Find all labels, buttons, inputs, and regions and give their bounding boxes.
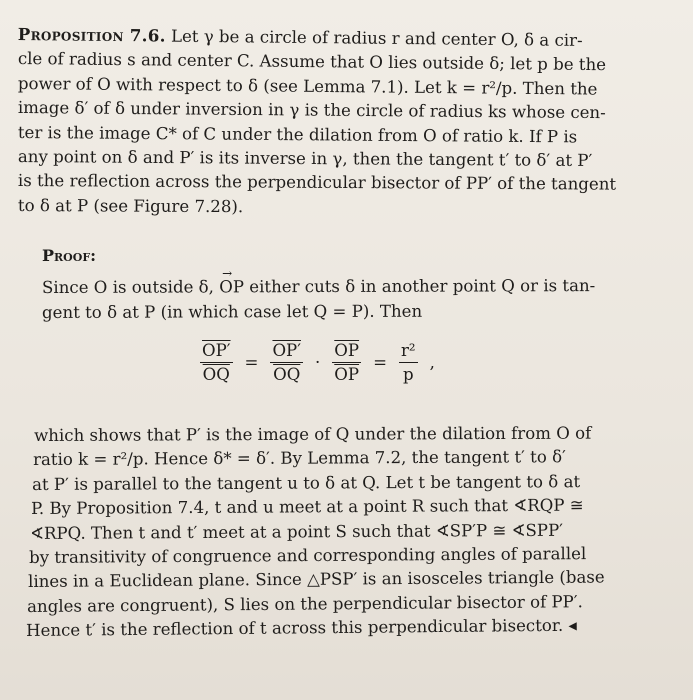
equals-sign: = bbox=[373, 352, 387, 372]
numerator: OP′ bbox=[200, 341, 233, 363]
proposition-line: ter is the image C* of C under the dilation from O of ratio k. If P is bbox=[17, 122, 578, 147]
proof-intro bbox=[42, 244, 657, 325]
proposition-line: to δ at P (see Figure 7.28). bbox=[17, 195, 244, 217]
proposition-line: cle of radius s and center C. Assume that O lies outside δ; let p be the bbox=[17, 49, 607, 75]
proof-line: which shows that P′ is the image of Q under the dilation from O of bbox=[34, 423, 592, 445]
proof-text: Since O is outside δ, bbox=[42, 277, 220, 298]
fraction bbox=[399, 341, 418, 384]
proof-line: ∢RPQ. Then t and t′ meet at a point S such that ∢SP′P ≅ ∢SPP′ bbox=[30, 520, 564, 543]
proof-line: gent to δ at P (in which case let Q = P). Then bbox=[42, 301, 423, 322]
denominator: OP bbox=[334, 364, 360, 384]
proposition-text: Let γ be a circle of radius r and center O, δ a cir- bbox=[170, 26, 583, 50]
comma: , bbox=[429, 352, 435, 372]
proof-line bbox=[42, 274, 657, 301]
denominator: OQ bbox=[273, 364, 301, 384]
fraction bbox=[332, 341, 361, 384]
dot-operator: · bbox=[315, 352, 321, 372]
numerator: $\overline{OP}$ bbox=[332, 341, 361, 363]
proof-line: lines in a Euclidean plane. Since △PSP′ is an isosceles triangle (base bbox=[28, 567, 605, 592]
proposition-heading: Proposition 7.6. bbox=[17, 23, 166, 46]
equals-sign: = bbox=[244, 352, 259, 372]
proof-body bbox=[20, 424, 635, 644]
fraction bbox=[200, 341, 233, 384]
proof-heading: Proof: bbox=[42, 246, 97, 265]
equation bbox=[200, 334, 435, 390]
proof-line: P. By Proposition 7.4, t and u meet at a point R such that ∢RQP ≅ bbox=[31, 495, 584, 519]
proof-line: by transitivity of congruence and corresponding angles of parallel bbox=[29, 544, 587, 568]
proposition-line: power of O with respect to δ (see Lemma 7.1). Let k = r²/p. Then the bbox=[17, 73, 598, 99]
proof-line: Hence t′ is the reflection of t across this perpendicular bisector. ◂ bbox=[26, 615, 577, 641]
numerator: OP′ bbox=[270, 341, 303, 363]
proof-line: ratio k = r²/p. Hence δ* = δ′. By Lemma 7.2, the tangent t′ to δ′ bbox=[33, 447, 566, 470]
numerator: r² bbox=[399, 341, 418, 363]
vector-op: → OP bbox=[219, 276, 244, 300]
proposition-line: any point on δ and P′ is its inverse in γ, then the tangent t′ to δ′ at P′ bbox=[17, 147, 593, 171]
denominator: OQ bbox=[202, 364, 230, 384]
fraction bbox=[270, 341, 303, 384]
proof-text: either cuts δ in another point Q or is tan- bbox=[243, 276, 596, 297]
proposition-line: is the reflection across the perpendicular bisector of PP′ of the tangent bbox=[17, 171, 617, 195]
denominator: p bbox=[402, 364, 414, 384]
proof-line: at P′ is parallel to the tangent u to δ at Q. Let t be tangent to δ at bbox=[32, 471, 581, 494]
proposition-block bbox=[18, 22, 633, 218]
proposition-line: image δ′ of δ under inversion in γ is the circle of radius ks whose cen- bbox=[17, 98, 606, 123]
proof-line: angles are congruent), S lies on the perpendicular bisector of PP′. bbox=[27, 591, 583, 616]
